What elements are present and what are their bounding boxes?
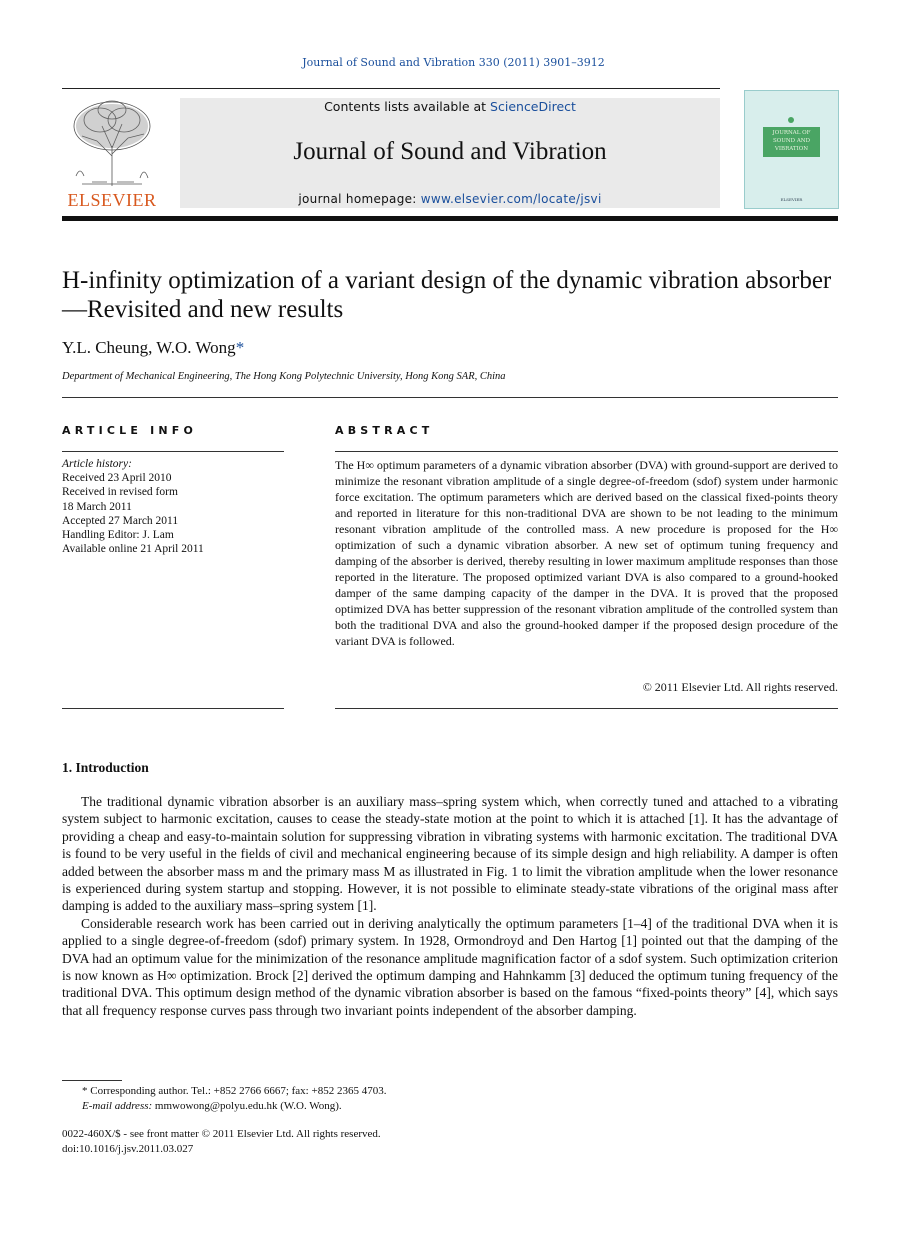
paragraph: The traditional dynamic vibration absorber is an auxiliary mass–spring system which, when correctly tuned and attached to a vibrating system subject to harmonic excitation, causes to cease the steady-state motion at the point to which it is attached [1]. It has the advantage of providing a cheap and easy-to-maintain solution for suppressing vibration in vibrating systems with harmonic excitation. The traditional DVA is found to be very useful in the fields of civil and mechanical engineering because of its simple design and high reliability. A damper is often added between the absorber mass m and the primary mass M as illustrated in Fig. 1 to limit the vibration amplitude when the lower resonance is experienced during system startup and stopping. However, it is not possible to eliminate steady-state vibrations of the original mass after damping is added to the auxiliary mass–spring system [1]. [62,794,838,914]
cover-logo-icon [788,117,794,123]
history-item: Available online 21 April 2011 [62,543,204,556]
sciencedirect-link[interactable]: ScienceDirect [490,99,576,114]
divider [62,451,284,452]
homepage-line [180,192,720,206]
elsevier-logo[interactable] [62,96,162,211]
elsevier-wordmark: ELSEVIER [67,190,157,210]
history-label: Article history: [62,458,132,470]
article-title: H-infinity optimization of a variant design of the dynamic vibration absorber—Revisited and new results [62,267,832,323]
affiliation: Department of Mechanical Engineering, The Hong Kong Polytechnic University, Hong Kong SAR, China [62,371,506,382]
divider [335,451,838,452]
divider [335,708,838,709]
top-rule [62,88,720,89]
email-address[interactable]: mmwowong@polyu.edu.hk (W.O. Wong). [154,1100,342,1112]
front-matter [62,1127,381,1157]
article-history [62,457,284,556]
journal-cover-thumbnail[interactable] [744,90,839,209]
cover-title-box: JOURNAL OF SOUND AND VIBRATION [763,127,820,157]
cover-publisher: ELSEVIER [780,197,803,202]
corresponding-footnote: * Corresponding author. Tel.: +852 2766 6667; fax: +852 2365 4703. [82,1085,387,1097]
abstract-heading: ABSTRACT [335,424,434,437]
journal-citation[interactable]: Journal of Sound and Vibration 330 (2011) 3901–3912 [302,56,605,69]
corresponding-author-mark[interactable]: * [235,338,245,357]
footnote-rule [62,1080,122,1081]
author-names: Y.L. Cheung, W.O. Wong [62,338,236,357]
divider [62,708,284,709]
homepage-prefix: journal homepage: [298,192,421,206]
divider [62,397,838,398]
header-thick-rule [62,216,838,221]
history-item: Handling Editor: J. Lam [62,529,174,542]
contents-prefix: Contents lists available at [324,99,491,114]
tree-icon [62,96,162,188]
history-item: Accepted 27 March 2011 [62,514,179,527]
history-item: Received in revised form [62,486,178,499]
footnotes [62,1084,386,1114]
email-footnote [62,1099,386,1114]
introduction-body [62,793,838,1019]
homepage-link[interactable]: www.elsevier.com/locate/jsvi [420,192,602,206]
doi-line[interactable]: doi:10.1016/j.jsv.2011.03.027 [62,1143,194,1155]
paragraph: Considerable research work has been carried out in deriving analytically the optimum parameters [1–4] of the traditional DVA when it is applied to a single degree-of-freedom (sdof) primary system. In 1928, Ormondroyd and Den Hartog [1] pointed out that the damping of the DVA had an optimum value for the minimization of the resonance amplitude magnification factor of a sdof system. Such optimization criterion is now known as H∞ optimization. Brock [2] derived the optimum damping and Hahnkamm [3] deduced the optimum tuning frequency of the traditional DVA. This optimum design method of the dynamic vibration absorber is based on the famous “fixed-points theory” [4], which says that all frequency response curves pass through two invariant points independent of the absorber damping. [62,915,838,1018]
contents-line [180,99,720,114]
issn-line: 0022-460X/$ - see front matter © 2011 Elsevier Ltd. All rights reserved. [62,1128,381,1140]
history-item: Received 23 April 2010 [62,472,172,485]
abstract-copyright: © 2011 Elsevier Ltd. All rights reserved. [642,680,838,694]
history-item: 18 March 2011 [62,500,132,513]
abstract-text: The H∞ optimum parameters of a dynamic vibration absorber (DVA) with ground-support are derived to minimize the resonant vibration amplitude of a single degree-of-freedom (sdof) system under harmonic force excitation. The optimum parameters which are derived based on the classical fixed-points theory and reported in literature for this non-traditional DVA are shown to be not leading to the minimum resonant vibration amplitude of the controlled mass. A new procedure is proposed for the H∞ optimization of such a dynamic vibration absorber. A new set of optimum tuning frequency and damping of the absorber is derived, thereby resulting in lower maximum amplitude responses than those reported in the literature. The proposed optimized variant DVA is also compared to a ground-hooked damper of the same damping capacity of the damper in the DVA. It is proved that the proposed optimized DVA has better suppression of the resonant vibration amplitude of the controlled system than both the traditional DVA and also the ground-hooked damper if the proposed design procedure of the variant DVA is followed. [335,458,838,648]
journal-title: Journal of Sound and Vibration [293,138,607,165]
authors [62,338,244,358]
introduction-heading: 1. Introduction [62,760,149,775]
article-info-heading: ARTICLE INFO [62,424,198,437]
email-label: E-mail address: [82,1100,153,1112]
